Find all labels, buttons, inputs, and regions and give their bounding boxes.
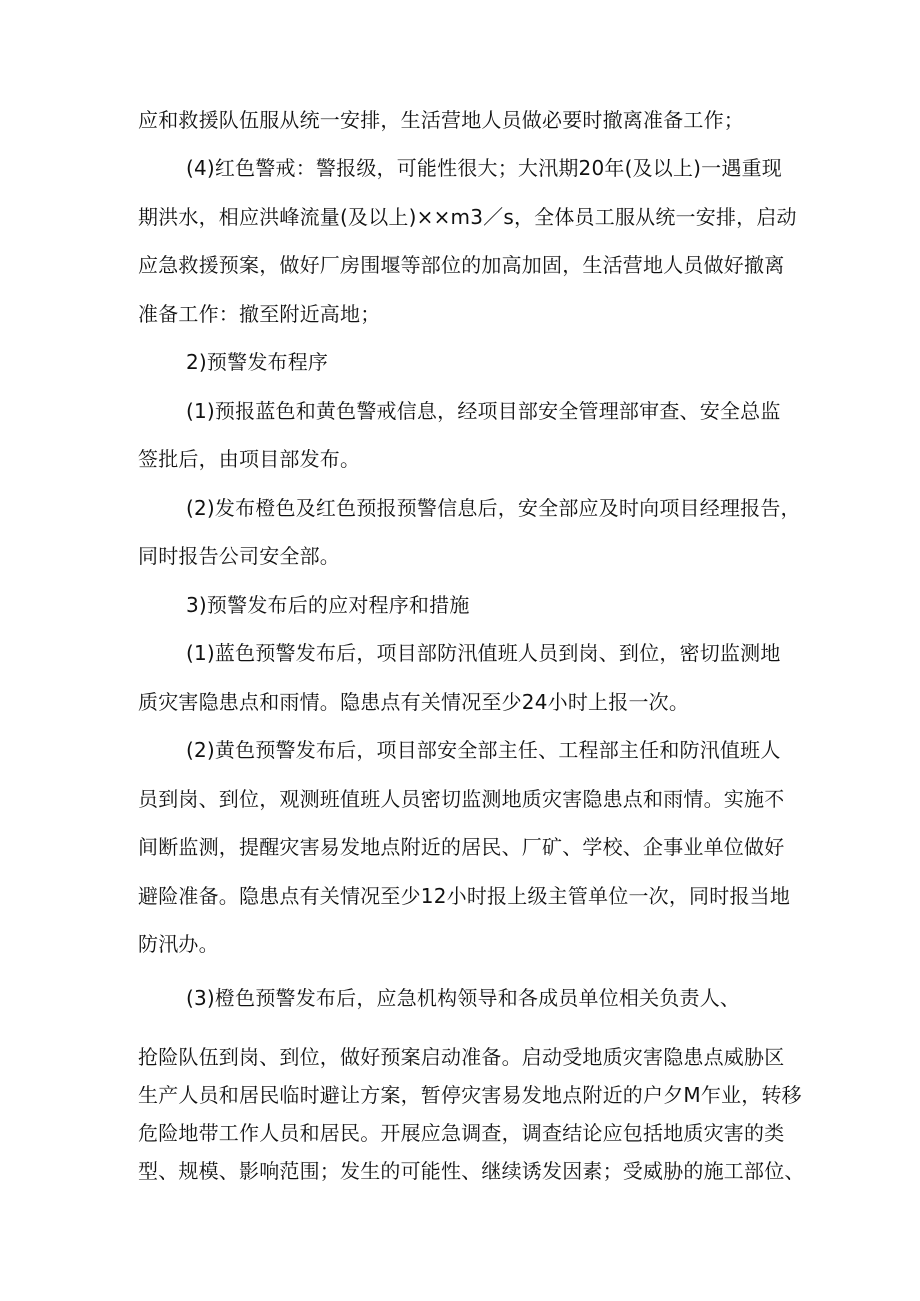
text-line-21: 生产人员和居民临时避让方案，暂停灾害易发地点附近的户夕M乍业，转移 bbox=[138, 1083, 802, 1107]
text-line-2: (4)红色警戒：警报级，可能性很大；大汛期20年(及以上)一遇重现 bbox=[186, 156, 782, 180]
text-line-1: 应和救援队伍服从统一安排，生活营地人员做必要时撤离准备工作； bbox=[138, 108, 744, 132]
text-line-18: 防汛办。 bbox=[138, 932, 219, 956]
text-line-14: (2)黄色预警发布后，项目部安全部主任、工程部主任和防汛值班人 bbox=[186, 738, 781, 762]
text-line-19: (3)橙色预警发布后，应急机构领导和各成员单位相关负责人、 bbox=[186, 986, 741, 1010]
text-line-15: 员到岗、到位，观测班值班人员密切监测地质灾害隐患点和雨情。实施不 bbox=[138, 787, 785, 811]
text-line-3: 期洪水，相应洪峰流量(及以上)××m3／s，全体员工服从统一安排，启动 bbox=[138, 205, 797, 229]
text-line-5: 准备工作：撤至附近高地； bbox=[138, 302, 381, 326]
section-heading-3: 3)预警发布后的应对程序和措施 bbox=[186, 593, 470, 617]
text-line-10: 同时报告公司安全部。 bbox=[138, 544, 340, 568]
text-line-16: 间断监测，提醒灾害易发地点附近的居民、厂矿、学校、企事业单位做好 bbox=[138, 835, 785, 859]
text-line-9: (2)发布橙色及红色预报预警信息后，安全部应及时向项目经理报告， bbox=[186, 496, 801, 520]
text-line-12: (1)蓝色预警发布后，项目部防汛值班人员到岗、到位，密切监测地 bbox=[186, 641, 781, 665]
text-line-20: 抢险队伍到岗、到位，做好预案启动准备。启动受地质灾害隐患点威胁区 bbox=[138, 1045, 785, 1069]
text-line-22: 危险地带工作人员和居民。开展应急调查，调查结论应包括地质灾害的类 bbox=[138, 1121, 785, 1145]
text-line-7: (1)预报蓝色和黄色警戒信息，经项目部安全管理部审查、安全总监 bbox=[186, 399, 781, 423]
text-line-4: 应急救援预案，做好厂房围堰等部位的加高加固，生活营地人员做好撤离 bbox=[138, 253, 785, 277]
text-line-8: 签批后，由项目部发布。 bbox=[138, 447, 361, 471]
text-line-23: 型、规模、影响范围；发生的可能性、继续诱发因素；受威胁的施工部位、 bbox=[138, 1159, 805, 1183]
text-line-13: 质灾害隐患点和雨情。隐患点有关情况至少24小时上报一次。 bbox=[138, 690, 690, 714]
text-line-17: 避险准备。隐患点有关情况至少12小时报上级主管单位一次，同时报当地 bbox=[138, 884, 791, 908]
section-heading-2: 2)预警发布程序 bbox=[186, 350, 329, 374]
